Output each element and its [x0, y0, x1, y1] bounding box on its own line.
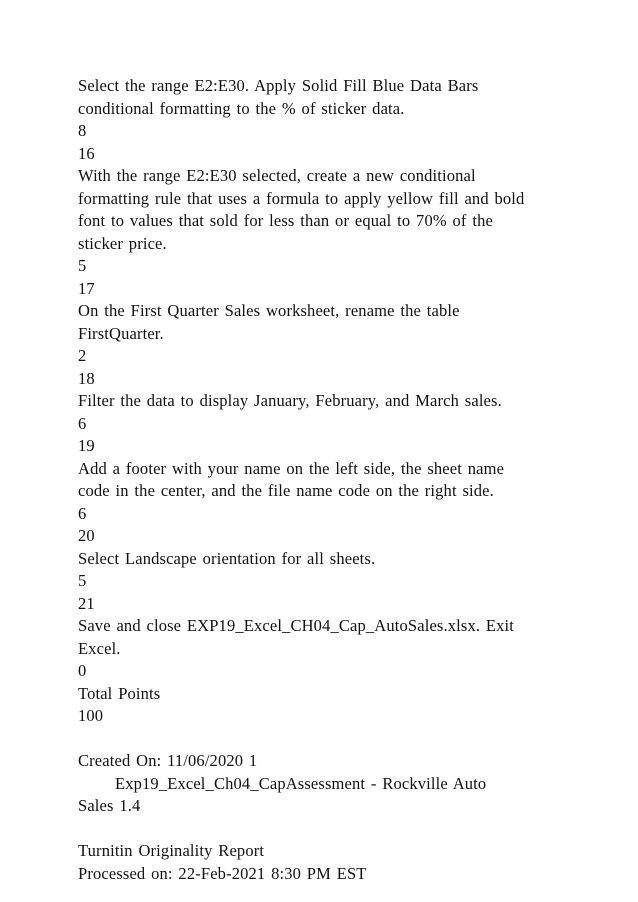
blank-line	[78, 818, 598, 841]
step-number: 17	[78, 278, 95, 298]
step-number: 16	[78, 143, 95, 163]
points-value: 0	[78, 661, 87, 680]
instruction-line: Excel.	[78, 638, 121, 658]
instruction-line: code in the center, and the file name code on the right side.	[78, 481, 494, 500]
instruction-line: With the range E2:E30 selected, create a new conditional	[78, 166, 476, 185]
instruction-line: sticker price.	[78, 233, 167, 253]
points-value: 6	[78, 413, 87, 433]
step-number: 21	[78, 593, 95, 613]
document-page	[78, 75, 598, 885]
step-number: 19	[78, 436, 95, 455]
instruction-line: On the First Quarter Sales worksheet, rename the table	[78, 301, 460, 320]
points-value: 5	[78, 256, 87, 275]
step-number: 20	[78, 526, 95, 545]
instruction-line: Add a footer with your name on the left side, the sheet name	[78, 458, 505, 478]
instruction-line: Save and close EXP19_Excel_CH04_Cap_AutoSales.xlsx. Exit	[78, 616, 515, 635]
points-value: 6	[78, 503, 87, 523]
step-number: 18	[78, 368, 95, 388]
instruction-line: Select the range E2:E30. Apply Solid Fill Blue Data Bars	[78, 76, 479, 95]
instruction-line: conditional formatting to the % of sticker data.	[78, 98, 405, 118]
assessment-title: Exp19_Excel_Ch04_CapAssessment - Rockville Auto	[115, 773, 487, 793]
total-points-value: 100	[78, 706, 104, 725]
instruction-line: FirstQuarter.	[78, 323, 164, 343]
created-on-footer: Created On: 11/06/2020 1	[78, 751, 258, 770]
report-title: Turnitin Originality Report	[78, 841, 265, 860]
instruction-line: Filter the data to display January, February, and March sales.	[78, 391, 502, 410]
points-value: 2	[78, 346, 87, 365]
assessment-title-continued: Sales 1.4	[78, 796, 141, 815]
blank-line	[78, 728, 598, 751]
total-points-label: Total Points	[78, 683, 161, 703]
points-value: 5	[78, 571, 87, 590]
instruction-line: font to values that sold for less than or equal to 70% of the	[78, 211, 493, 230]
instruction-line: Select Landscape orientation for all sheets.	[78, 548, 376, 568]
points-value: 8	[78, 121, 87, 140]
instruction-line: formatting rule that uses a formula to apply yellow fill and bold	[78, 188, 525, 208]
processed-on: Processed on: 22-Feb-2021 8:30 PM EST	[78, 863, 367, 883]
